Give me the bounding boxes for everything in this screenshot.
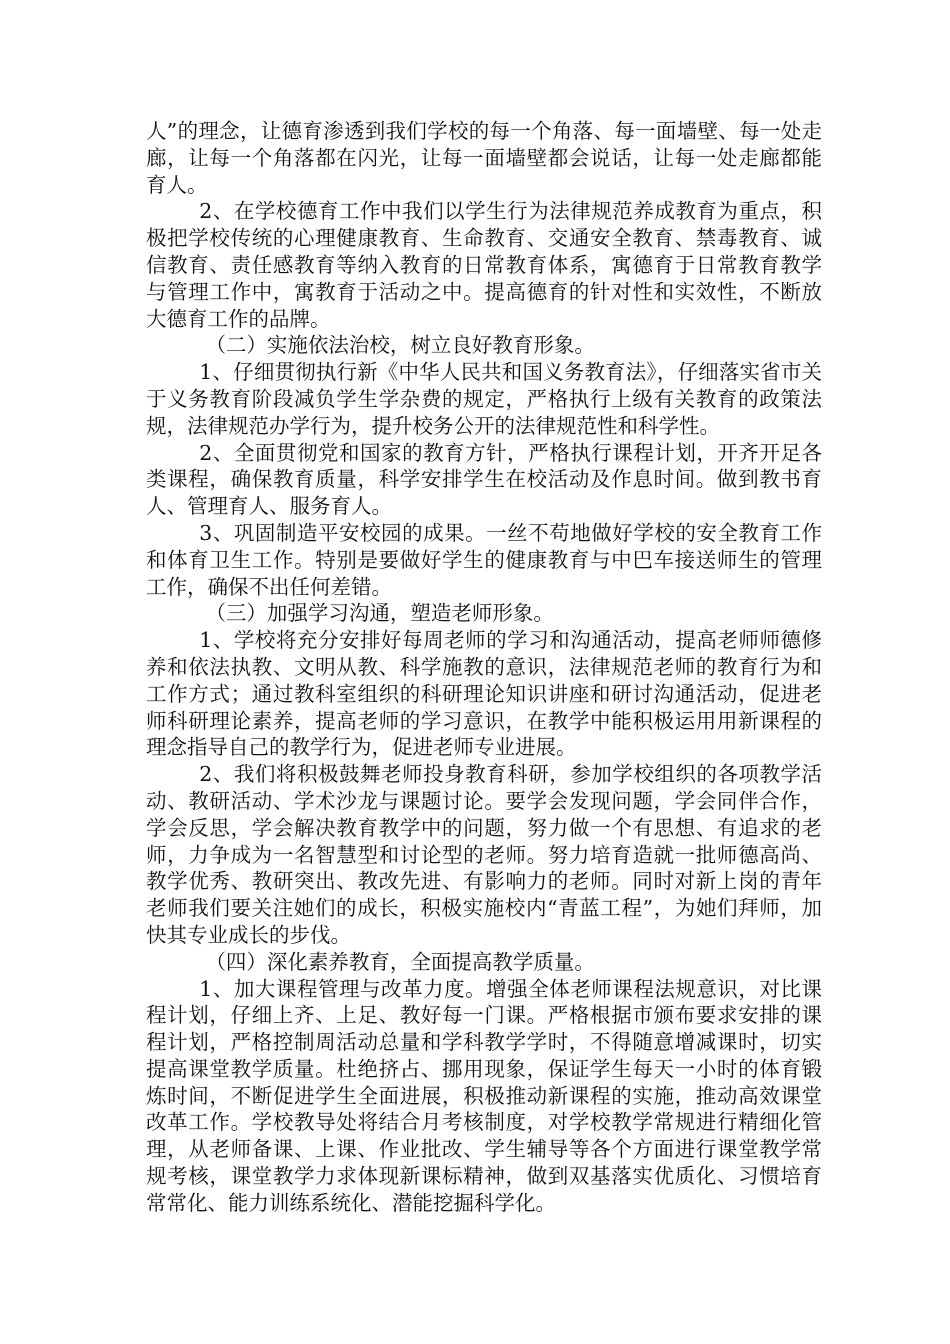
paragraph-teacher-item-2: 2、我们将积极鼓舞老师投身教育科研，参加学校组织的各项教学活动、教研活动、学术沙龙与课题讨论。要学会发现问题，学会同伴合作，学会反思，学会解决教育教学中的问题，努力做一个有思想、有追求的老师，力争成为一名智慧型和讨论型的老师。努力培育造就一批师德高尚、教学优秀、教研突出、教改先进、有影响力的老师。同时对新上岗的青年老师我们要关注她们的成长，积极实施校内“青蓝工程”，为她们拜师，加快其专业成长的步伐。: [146, 762, 822, 947]
paragraph-law-item-3: 3、巩固制造平安校园的成果。一丝不苟地做好学校的安全教育工作和体育卫生工作。特别是要做好学生的健康教育与中巴车接送师生的管理工作，确保不出任何差错。: [146, 520, 822, 599]
section-heading-3: （三）加强学习沟通，塑造老师形象。: [205, 601, 554, 626]
document-body: [146, 118, 822, 1217]
section-heading-4: （四）深化素养教育，全面提高教学质量。: [205, 949, 595, 974]
paragraph-intro-continuation: 人”的理念，让德育渗透到我们学校的每一个角落、每一面墙壁、每一处走廊，让每一个角落都在闪光，让每一面墙壁都会说话，让每一处走廊都能育人。: [146, 119, 822, 197]
paragraph-quality-item-1: 1、加大课程管理与改革力度。增强全体老师课程法规意识，对比课程计划，仔细上齐、上足、教好每一门课。严格根据市颁布要求安排的课程计划，严格控制周活动总量和学科教学学时，不得随意增减课时，切实提高课堂教学质量。杜绝挤占、挪用现象，保证学生每天一小时的体育锻炼时间，不断促进学生全面进展，积极推动新课程的实施，推动高效课堂改革工作。学校教导处将结合月考核制度，对学校教学常规进行精细化管理，从老师备课、上课、作业批改、学生辅导等各个方面进行课堂教学常规考核，课堂教学力求体现新课标精神，做到双基落实优质化、习惯培育常常化、能力训练系统化、潜能挖掘科学化。: [146, 976, 822, 1215]
paragraph-law-item-2: 2、全面贯彻党和国家的教育方针，严格执行课程计划，开齐开足各类课程，确保教育质量，科学安排学生在校活动及作息时间。做到教书育人、管理育人、服务育人。: [146, 440, 822, 519]
section-heading-2: （二）实施依法治校，树立良好教育形象。: [205, 333, 595, 358]
paragraph-moral-education-item-2: 2、在学校德育工作中我们以学生行为法律规范养成教育为重点，积极把学校传统的心理健康教育、生命教育、交通安全教育、禁毒教育、诚信教育、责任感教育等纳入教育的日常教育体系，寓德育于日常教育教学与管理工作中，寓教育于活动之中。提高德育的针对性和实效性，不断放大德育工作的品牌。: [146, 199, 822, 331]
paragraph-teacher-item-1: 1、学校将充分安排好每周老师的学习和沟通活动，提高老师师德修养和依法执教、文明从教、科学施教的意识，法律规范老师的教育行为和工作方式；通过教科室组织的科研理论知识讲座和研讨沟通活动，促进老师科研理论素养，提高老师的学习意识，在教学中能积极运用用新课程的理念指导自己的教学行为，促进老师专业进展。: [146, 628, 822, 760]
paragraph-law-item-1: 1、仔细贯彻执行新《中华人民共和国义务教育法》，仔细落实省市关于义务教育阶段减负学生学杂费的规定，严格执行上级有关教育的政策法规，法律规范办学行为，提升校务公开的法律规范性和科学性。: [146, 360, 822, 438]
